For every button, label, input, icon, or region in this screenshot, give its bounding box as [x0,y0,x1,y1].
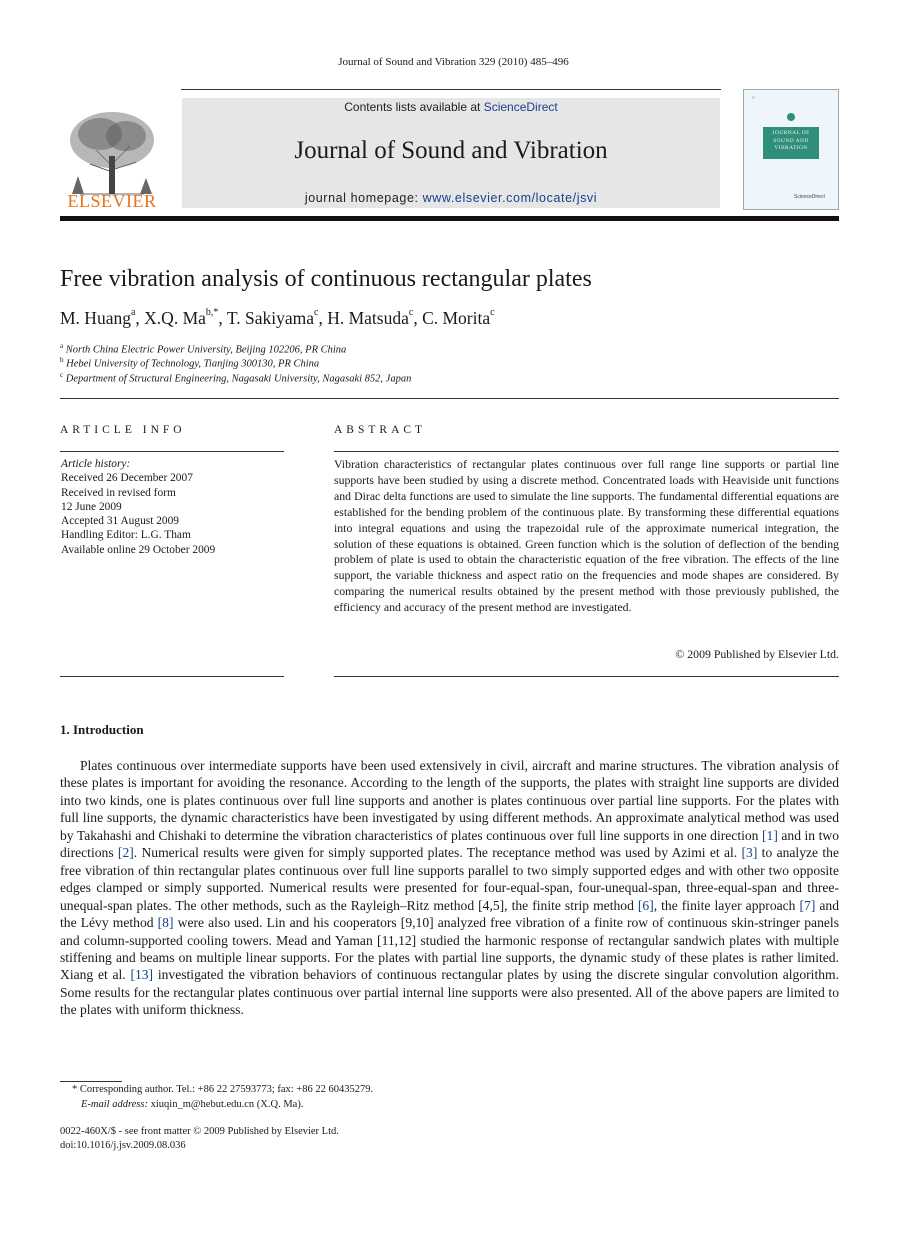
citation-link[interactable]: [7] [799,897,816,913]
section-heading: 1. Introduction [60,722,144,737]
citation-link[interactable]: [2] [117,845,134,861]
author: M. Huang$^a$ [60,307,136,328]
cover-stack-icon: ≡ [752,96,755,101]
introduction-paragraph: Plates continuous over intermediate supports have been used extensively in civil, aircraft and marine structures. The vibration analysis of these plates is important for avoiding the resonance. According to the length of the supports, the plates with straight line supports are divided into two kinds, one is plates continuous over full line supports and another is plates continuous over partial line supports. For the plates with full line supports, the dynamic characteristics have been investigated by using different methods. An approximate analytical method was used by Takahashi and Chishaki to determine the vibration characteristics of plates continuous over full line supports in one direction [1] and in two directions [2]. Numerical results were given for simply supported plates. The receptance method was used by Azimi et al. [3] to analyze the free vibration of thin rectangular plates continuous over full line supports parallel to two simply supported edges and with other two opposite edges clamped or simply supported. Numerical results were presented for four-equal-span, four-unequal-span, three-equal-span and three-unequal-span plates. The other methods, such as the Rayleigh–Ritz method [4,5], the finite strip method [6], the finite layer approach [7] and the Lévy method [8] were also used. Lin and his cooperators [9,10] analyzed free vibration of a finite row of continuous skin-stringer panels and column-supported cooling towers. Mead and Yaman [11,12] studied the harmonic response of rectangular sandwich plates with multiple stiffening and beams on multiple linear supports. For the plates with partial line supports, the dynamic study of these plates is rather limited. Xiang et al. [13] investigated the vibration behaviors of continuous rectangular plates by using the discrete singular convolution algorithm. Some results for the rectangular plates continuous over partial internal line supports were also presented. All of the above papers are limited to the plates with uniform thickness. [60,758,840,1018]
doi[interactable]: doi:10.1016/j.jsv.2009.08.036 [60,1140,186,1151]
running-head: Journal of Sound and Vibration 329 (2010) 485–496 [338,56,569,68]
citation-link[interactable]: [6] [637,897,654,913]
history-line: Handling Editor: L.G. Tham [61,529,191,542]
sciencedirect-link[interactable]: ScienceDirect [483,100,558,114]
abstract-text: Vibration characteristics of rectangular plates continuous over full range line supports or partial line supports have been studied by using a discrete method. Concentrated loads with Heaviside unit functions and Dirac delta functions are used to simulate the line supports. The fundamental differential equations are established for the bending problem of the continuous plate. By transforming these differential equations into integral equations and using the trapezoidal rule of the approximate numerical integration, the solution of these equations is obtained. Green function which is the solution of deflection of the bending problem of plate is used to obtain the characteristic equation of the free vibration. The effects of the line support, the variable thickness and aspect ratio on the frequencies and mode shapes are considered. By comparing the numerical results obtained by the present method with those previously published, the efficiency and accuracy of the present method are investigated. [334,457,839,615]
article-info-rule [60,676,284,677]
email-footnote [81,1099,303,1110]
citation-link[interactable]: [1] [762,827,778,843]
article-title: Free vibration analysis of continuous rectangular plates [60,266,592,292]
history-line: Accepted 31 August 2009 [61,515,179,528]
footnote-rule [60,1081,122,1082]
contents-line [182,100,720,114]
journal-homepage-line [182,191,720,205]
author: H. Matsuda$^c$ [327,307,414,328]
homepage-prefix: journal homepage: [304,191,419,205]
author: C. Morita$^c$ [422,307,495,328]
author: T. Sakiyama$^c$ [226,307,319,328]
history-line: Received 26 December 2007 [61,472,193,485]
citation-link[interactable]: [13] [130,967,154,983]
cover-footer: ScienceDirect [794,194,825,200]
history-line: Available online 29 October 2009 [61,543,216,556]
front-matter-note: 0022-460X/$ - see front matter © 2009 Published by Elsevier Ltd. [60,1126,339,1137]
journal-cover-thumbnail [743,89,839,210]
history-line: 12 June 2009 [61,500,122,513]
email-label: E-mail address: [81,1099,148,1110]
author-list: M. Huang$^a$, X.Q. $Ma^{b,*}$, T. Sakiyama$^c$, H. Matsuda$^c$, C. Morita$^c$ [60,307,495,328]
contents-prefix: Contents lists available at [344,100,481,114]
author: X.Q. $Ma^{b,*}$ [144,307,219,328]
homepage-link[interactable]: www.elsevier.com/locate/jsvi [422,191,598,205]
journal-title: Journal of Sound and Vibration [294,137,608,164]
abstract-rule [334,451,839,452]
abstract-copyright: © 2009 Published by Elsevier Ltd. [675,647,839,661]
header-thick-rule [60,216,839,221]
cover-title: JOURNAL OF SOUND AND VIBRATION [763,127,819,159]
citation-link[interactable]: [3] [741,845,758,861]
affiliation: $^c$ Department of Structural Engineering, Nagasaki University, Nagasaki 852, Japan [60,371,412,385]
section-divider [60,398,839,399]
affiliation: $^a$ North China Electric Power University, Beijing 102206, PR China [60,342,347,356]
email-address[interactable]: xiuqin_m@hebut.edu.cn (X.Q. Ma). [150,1099,304,1110]
article-history [61,457,281,557]
citation-link[interactable]: [8] [157,915,174,931]
corresponding-author-footnote: * Corresponding author. Tel.: +86 22 27593773; fax: +86 22 60435279. [72,1084,374,1095]
abstract-label: ABSTRACT [334,424,427,436]
history-heading: Article history: [61,458,131,470]
article-info-rule [60,451,284,452]
header-rule [181,89,721,90]
cover-emblem-icon [787,113,795,121]
abstract-rule [334,676,839,677]
article-info-label: ARTICLE INFO [60,424,186,436]
history-line: Received in revised form [61,486,176,499]
elsevier-wordmark: ELSEVIER [67,191,157,211]
affiliation: $^b$ Hebei University of Technology, Tianjing 300130, PR China [60,356,320,370]
